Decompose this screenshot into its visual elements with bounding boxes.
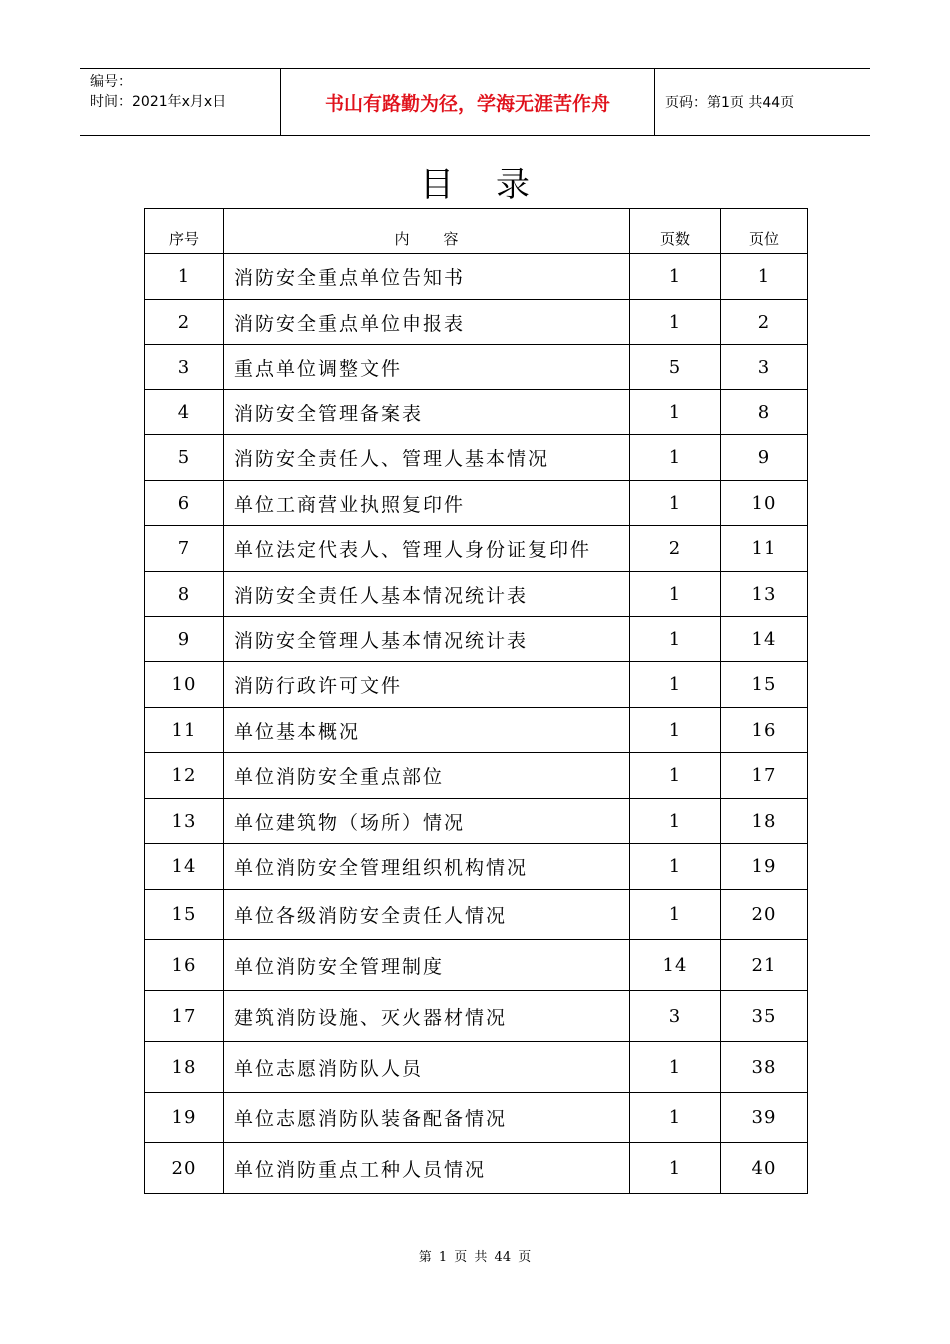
column-header-pages: 页数 (630, 209, 721, 254)
row-title: 单位工商营业执照复印件 (224, 481, 630, 526)
header-page-info: 页码：第1页 共44页 (665, 95, 795, 111)
row-number: 7 (145, 526, 224, 572)
row-page-count: 1 (630, 481, 721, 526)
row-page-position: 2 (721, 300, 808, 345)
row-number: 11 (145, 708, 224, 753)
row-page-count: 1 (630, 844, 721, 890)
row-title: 单位基本概况 (224, 708, 630, 753)
table-row (145, 300, 808, 345)
row-number: 19 (145, 1093, 224, 1143)
row-page-position: 40 (721, 1143, 808, 1194)
row-page-count: 1 (630, 300, 721, 345)
row-page-count: 1 (630, 753, 721, 799)
header-motto: 书山有路勤为径，学海无涯苦作舟 (281, 69, 655, 135)
page-title: 目录 (420, 165, 572, 205)
table-row (145, 708, 808, 753)
row-page-count: 1 (630, 890, 721, 940)
row-number: 14 (145, 844, 224, 890)
row-page-position: 21 (721, 940, 808, 991)
table-row (145, 844, 808, 890)
row-page-position: 13 (721, 572, 808, 617)
row-page-position: 8 (721, 390, 808, 435)
table-row (145, 753, 808, 799)
row-number: 3 (145, 345, 224, 390)
row-title: 消防安全管理备案表 (224, 390, 630, 435)
row-number: 5 (145, 435, 224, 481)
row-page-position: 9 (721, 435, 808, 481)
row-page-position: 11 (721, 526, 808, 572)
row-number: 12 (145, 753, 224, 799)
row-page-position: 18 (721, 799, 808, 844)
table-row (145, 481, 808, 526)
row-number: 9 (145, 617, 224, 662)
row-page-count: 1 (630, 390, 721, 435)
row-number: 10 (145, 662, 224, 708)
row-number: 18 (145, 1042, 224, 1093)
row-page-position: 14 (721, 617, 808, 662)
row-page-position: 17 (721, 753, 808, 799)
column-header-no: 序号 (145, 209, 224, 254)
column-header-content: 内容 (224, 209, 630, 254)
time-label: 时间：2021年x月x日 (90, 94, 227, 110)
row-page-count: 1 (630, 617, 721, 662)
table-row (145, 617, 808, 662)
row-number: 20 (145, 1143, 224, 1194)
row-title: 建筑消防设施、灭火器材情况 (224, 991, 630, 1042)
row-page-count: 1 (630, 254, 721, 300)
row-title: 单位消防安全管理组织机构情况 (224, 844, 630, 890)
row-title: 单位各级消防安全责任人情况 (224, 890, 630, 940)
row-number: 17 (145, 991, 224, 1042)
row-page-position: 20 (721, 890, 808, 940)
row-title: 消防安全管理人基本情况统计表 (224, 617, 630, 662)
row-page-count: 1 (630, 662, 721, 708)
table-row (145, 435, 808, 481)
row-page-count: 1 (630, 1143, 721, 1194)
row-page-count: 1 (630, 1093, 721, 1143)
table-row (145, 390, 808, 435)
row-number: 8 (145, 572, 224, 617)
row-page-count: 1 (630, 1042, 721, 1093)
row-page-count: 5 (630, 345, 721, 390)
row-title: 消防安全重点单位申报表 (224, 300, 630, 345)
row-title: 单位法定代表人、管理人身份证复印件 (224, 526, 630, 572)
row-number: 13 (145, 799, 224, 844)
table-row (145, 1143, 808, 1194)
row-title: 单位建筑物（场所）情况 (224, 799, 630, 844)
row-page-count: 2 (630, 526, 721, 572)
page-header (80, 68, 870, 136)
row-title: 消防安全重点单位告知书 (224, 254, 630, 300)
table-row (145, 890, 808, 940)
table-row (145, 572, 808, 617)
header-meta (80, 69, 281, 135)
row-title: 消防安全责任人基本情况统计表 (224, 572, 630, 617)
table-row (145, 662, 808, 708)
row-title: 单位志愿消防队装备配备情况 (224, 1093, 630, 1143)
row-title: 消防行政许可文件 (224, 662, 630, 708)
toc-header-row (145, 209, 808, 254)
row-title: 重点单位调整文件 (224, 345, 630, 390)
table-row (145, 799, 808, 844)
row-number: 4 (145, 390, 224, 435)
toc-body (145, 254, 808, 1194)
row-title: 单位消防安全重点部位 (224, 753, 630, 799)
row-page-position: 10 (721, 481, 808, 526)
row-page-position: 38 (721, 1042, 808, 1093)
row-page-position: 39 (721, 1093, 808, 1143)
row-number: 1 (145, 254, 224, 300)
row-page-count: 14 (630, 940, 721, 991)
table-row (145, 991, 808, 1042)
row-page-position: 3 (721, 345, 808, 390)
row-number: 2 (145, 300, 224, 345)
row-page-position: 16 (721, 708, 808, 753)
row-page-position: 19 (721, 844, 808, 890)
toc-table (144, 208, 808, 1194)
table-row (145, 1093, 808, 1143)
row-page-count: 3 (630, 991, 721, 1042)
table-row (145, 1042, 808, 1093)
number-label: 编号： (90, 74, 132, 90)
row-page-position: 35 (721, 991, 808, 1042)
page-footer: 第 1 页 共 44 页 (418, 1250, 532, 1265)
column-header-position: 页位 (721, 209, 808, 254)
row-number: 6 (145, 481, 224, 526)
row-title: 单位志愿消防队人员 (224, 1042, 630, 1093)
row-title: 单位消防重点工种人员情况 (224, 1143, 630, 1194)
row-title: 单位消防安全管理制度 (224, 940, 630, 991)
row-page-position: 1 (721, 254, 808, 300)
table-row (145, 526, 808, 572)
row-number: 16 (145, 940, 224, 991)
row-page-count: 1 (630, 435, 721, 481)
row-page-count: 1 (630, 799, 721, 844)
row-page-count: 1 (630, 708, 721, 753)
table-row (145, 345, 808, 390)
table-row (145, 254, 808, 300)
row-page-position: 15 (721, 662, 808, 708)
row-number: 15 (145, 890, 224, 940)
row-title: 消防安全责任人、管理人基本情况 (224, 435, 630, 481)
table-row (145, 940, 808, 991)
row-page-count: 1 (630, 572, 721, 617)
